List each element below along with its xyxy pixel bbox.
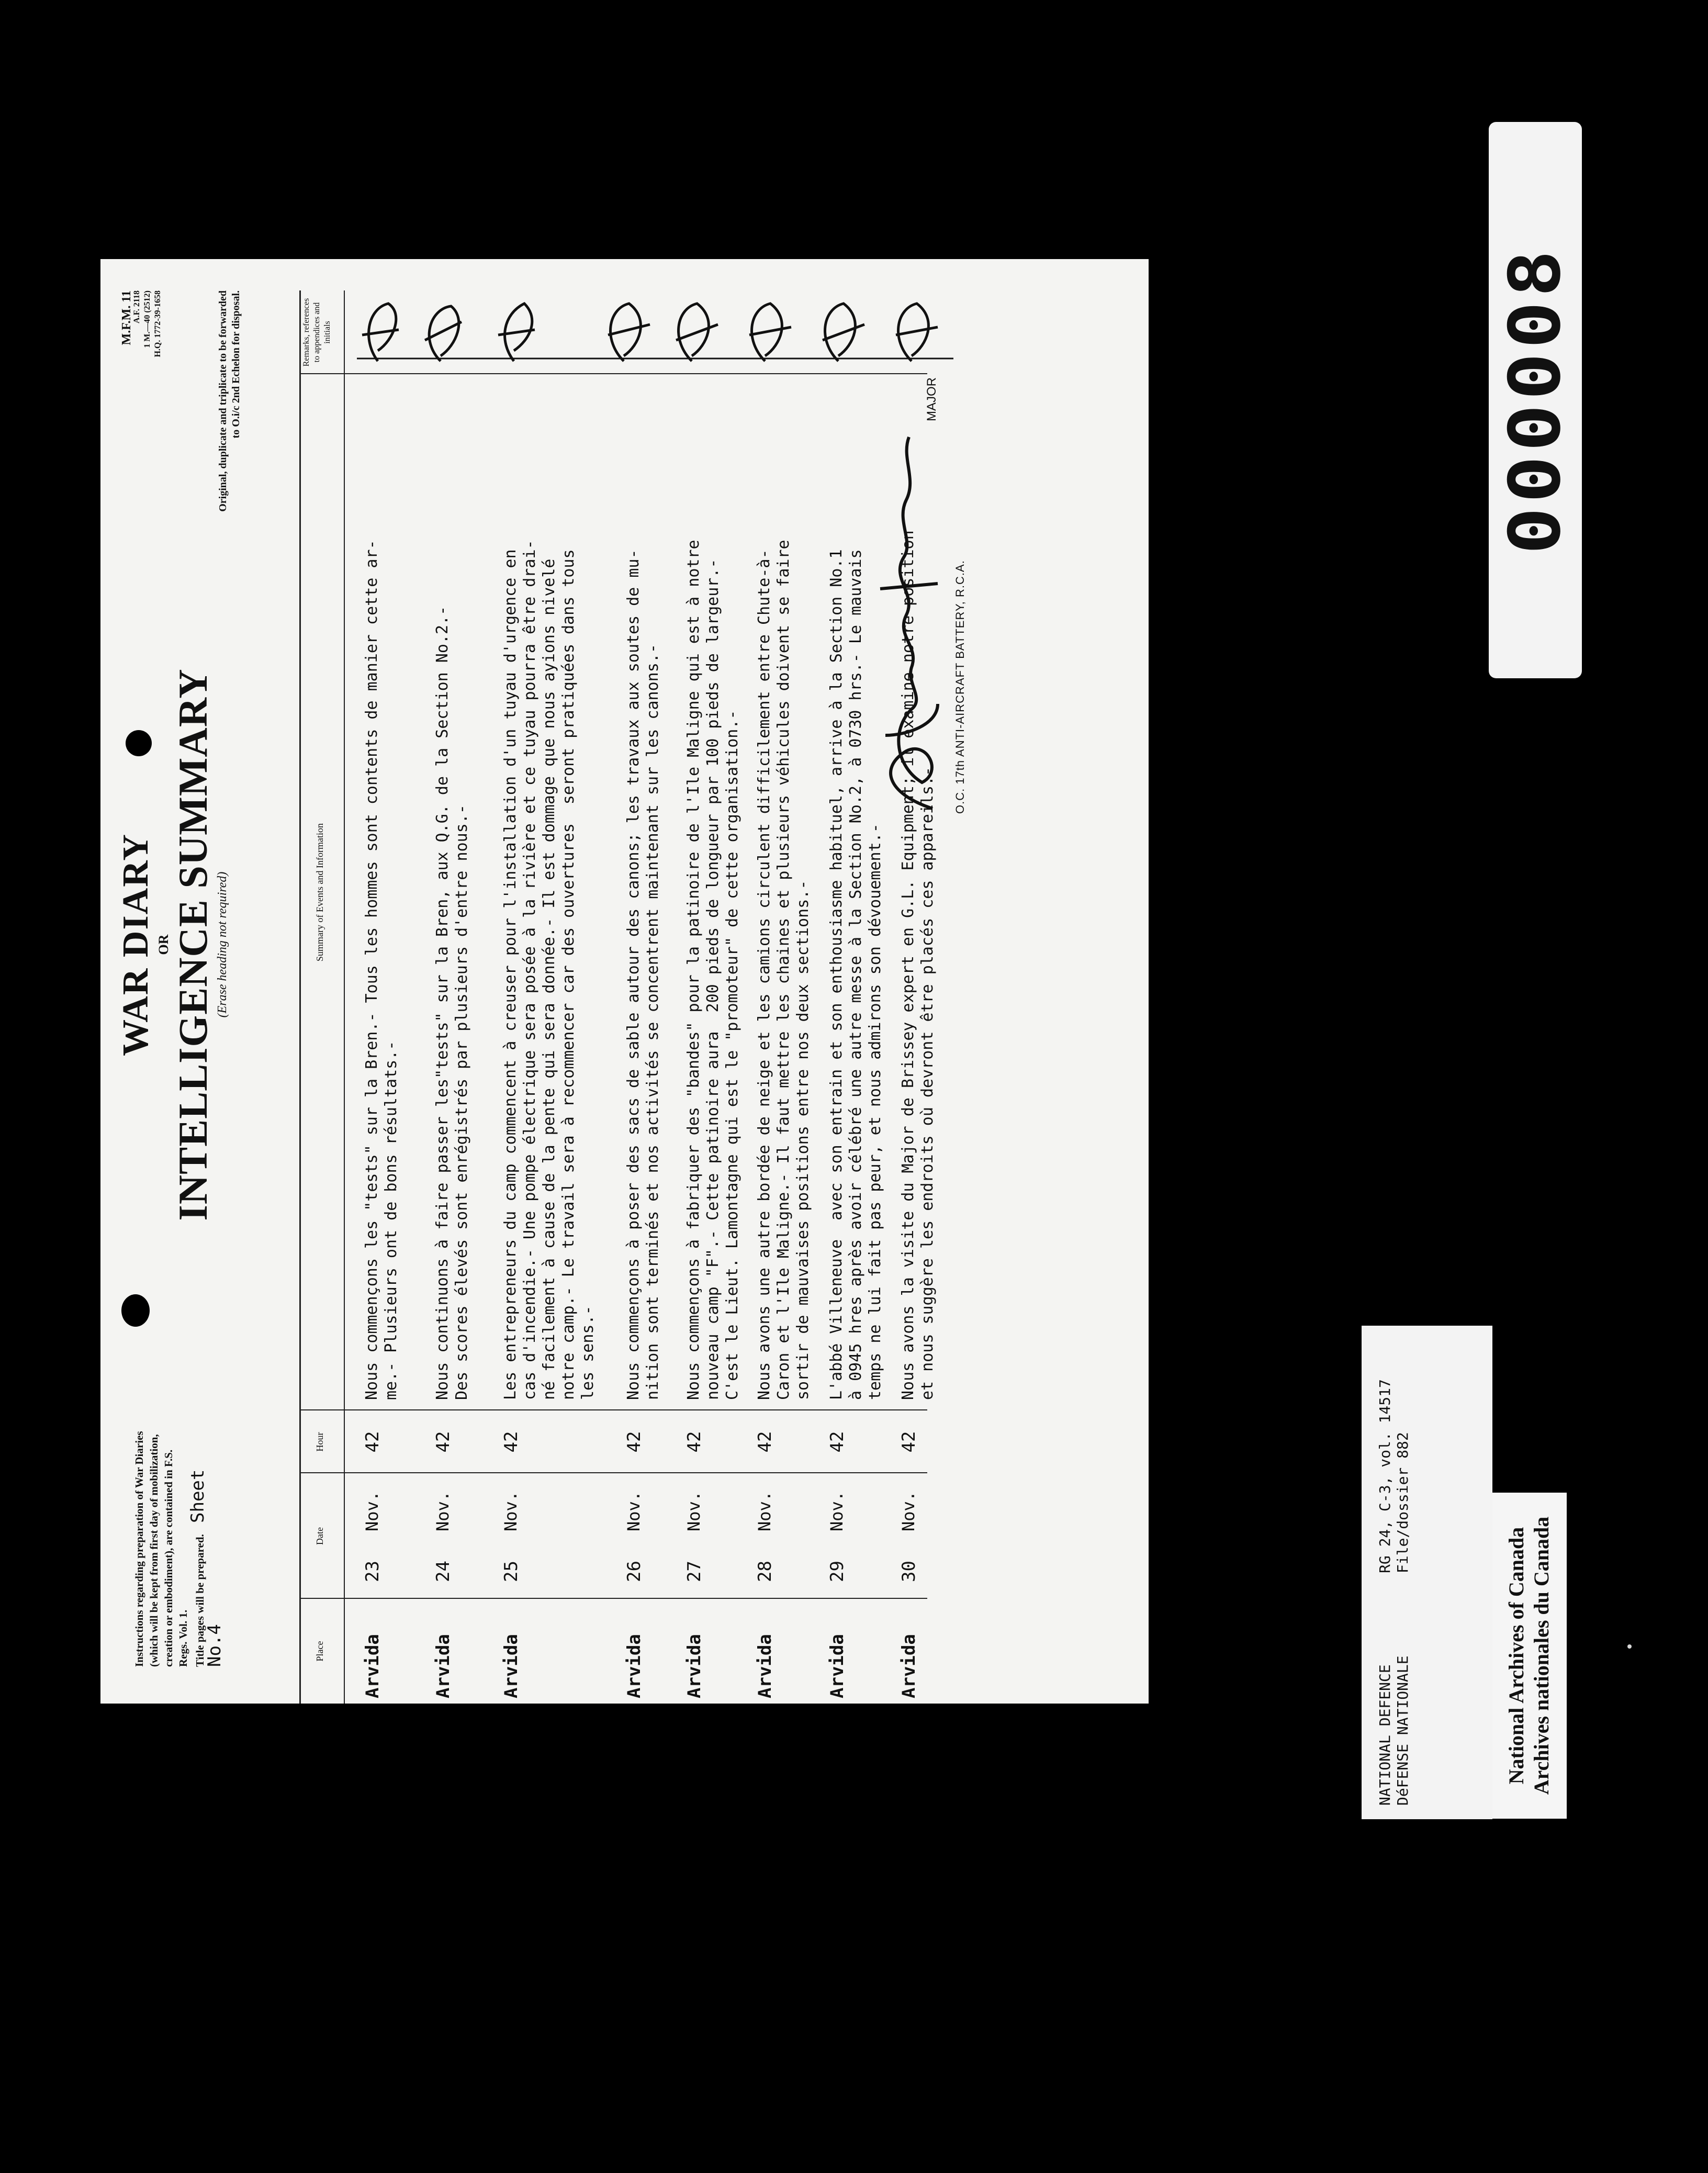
form-line-1: A.F. 2118 [132, 290, 141, 323]
entry-line: temps ne lui fait pas peur, et nous admirons son dévouement.- [866, 823, 884, 1400]
entry-line: Nous commençons à poser des sacs de sable autour des canons; les travaux aux soutes de mu- [624, 549, 643, 1400]
handwritten-signature [875, 416, 948, 814]
entry-day: 30 [898, 1561, 919, 1582]
entry-line: à 0945 hres après avoir célébré une autre messe à la Section No.2, à 0730 hrs.- Le mauvais [847, 549, 865, 1400]
reference-left [1376, 1655, 1412, 1806]
remarks-line-2: to appendices and [312, 302, 321, 363]
entry-line: Caron et l'Ile Maligne.- Il faut mettre les chaines et plusieurs véhicules doivent se faire [774, 540, 793, 1400]
entry-line: me.- Plusieurs ont de bons résultats.- [382, 1040, 400, 1400]
entry-line: Des scores élevés sont enrégistrés par plusieurs d'entre nous.- [453, 804, 471, 1400]
entry-place: Arvida [624, 1634, 645, 1698]
entry-text [755, 374, 813, 1400]
archives-label-rotated [1492, 1493, 1567, 1819]
film-speck [1627, 1644, 1632, 1649]
entry-place: Arvida [501, 1634, 522, 1698]
entry-month: Nov. [755, 1491, 774, 1532]
entry-place: Arvida [362, 1634, 383, 1698]
form-line-3: H.Q. 1772-39-1658 [153, 290, 162, 357]
reference-line-2: DéFENSE NATIONALE [1394, 1655, 1411, 1806]
archives-line-1: National Archives of Canada [1504, 1527, 1528, 1785]
title-intelligence-summary: INTELLIGENCE SUMMARY [170, 668, 216, 1221]
col-header-place: Place [314, 1641, 325, 1662]
entry-line: Nous avons une autre bordée de neige et les camions circulent difficilement entre Chute-à- [755, 549, 773, 1400]
signature-caption: O.C. 17th ANTI-AIRCRAFT BATTERY, R.C.A. [953, 560, 967, 814]
entry-line: les sens.- [579, 1305, 597, 1400]
reel-frame-number-box [1489, 122, 1582, 678]
instructions-text: Instructions regarding preparation of War Diaries (which will be kept from first day of mobilization, creation or embodiment), are contained in F.S. Regs. Vol. 1. [133, 1431, 189, 1667]
entry-place: Arvida [755, 1634, 776, 1698]
reference-label-rotated [1362, 1326, 1492, 1819]
disposal-note [217, 290, 243, 589]
entry-hour: 42 [501, 1431, 522, 1453]
entry-line: nouveau camp "F".- Cette patinoire aura 200 pieds de longueur par 100 pieds de largeur.- [704, 558, 722, 1400]
entry-place: Arvida [827, 1634, 848, 1698]
entry-line: cas d'incendie.- Une pompe électrique sera posée à la rivière et ce tuyau pourra être drai- [521, 540, 539, 1400]
archives-label [1492, 1493, 1567, 1819]
signature-rank: MAJOR [925, 377, 939, 421]
entry-hour: 42 [362, 1431, 383, 1453]
title-war-diary: WAR DIARY [116, 833, 156, 1056]
entry-text [362, 374, 401, 1400]
reel-frame-number: 000008 [1494, 245, 1577, 555]
entry-month: Nov. [433, 1491, 453, 1532]
entry-line: notre camp.- Le travail sera à recommencer car des ouvertures seront pratiquées dans tous [559, 549, 578, 1400]
form-line-2: 1 M.—40 (2512) [143, 290, 152, 348]
entry-hour: 42 [433, 1431, 454, 1453]
entry-place: Arvida [433, 1634, 454, 1698]
reference-line-3: RG 24, C-3, vol. 14517 [1376, 1379, 1394, 1573]
reference-line-1: NATIONAL DEFENCE [1376, 1664, 1394, 1806]
punch-hole-left [121, 1294, 150, 1327]
entry-line: Nous commençons à fabriquer des "bandes" pour la patinoire de l'Ile Maligne qui est à notre [684, 540, 703, 1400]
col-header-summary: Summary of Events and Information [314, 823, 325, 961]
form-reference [121, 290, 163, 516]
title-block [116, 604, 230, 1285]
entry-month: Nov. [624, 1491, 644, 1532]
remarks-line-3: initials [323, 321, 332, 344]
form-code: M.F.M. 11 [120, 290, 133, 345]
entry-line: C'est le Lieut. Lamontagne qui est le "promoteur" de cette organisation.- [723, 710, 741, 1400]
entry-hour: 42 [827, 1431, 848, 1453]
reference-line-4: File/dossier 882 [1394, 1432, 1411, 1573]
entry-month: Nov. [827, 1491, 847, 1532]
title-pages-note: Title pages will be prepared. [194, 1534, 206, 1667]
entry-place: Arvida [898, 1634, 919, 1698]
entry-day: 27 [684, 1561, 705, 1582]
col-header-remarks [301, 290, 333, 374]
entry-hour: 42 [755, 1431, 776, 1453]
war-diary-sheet [100, 259, 1149, 1704]
entry-day: 24 [433, 1561, 454, 1582]
entry-line: nition sont terminés et nos activités se concentrent maintenant sur les canons.- [644, 644, 662, 1400]
entry-hour: 42 [624, 1431, 645, 1453]
war-diary-page-rotated [100, 259, 1149, 1704]
instructions-block [132, 1426, 224, 1667]
archives-line-2: Archives nationales du Canada [1530, 1516, 1553, 1795]
erase-note: (Erase heading not required) [216, 871, 229, 1018]
entry-line: Nous continuons à faire passer les"tests" sur la Bren, aux Q.G. de la Section No.2.- [433, 606, 452, 1400]
disposal-line-1: Original, duplicate and triplicate to be forwarded [217, 290, 229, 512]
reference-label [1362, 1326, 1492, 1819]
reel-frame-number-rotated [1489, 122, 1582, 678]
entry-line: né facilement à cause de la pente qui sera donnée.- Il est dommage que nous ayions nivelé [540, 558, 558, 1400]
entry-month: Nov. [501, 1491, 521, 1532]
entry-line: L'abbé Villeneuve avec son entrain et son enthousiasme habituel, arrive à la Section No.1 [827, 549, 846, 1400]
entry-day: 26 [624, 1561, 645, 1582]
title-or: OR [156, 934, 171, 955]
entry-line: sortir de mauvaises positions entre nos deux sections.- [794, 880, 812, 1400]
table-top-rule [299, 290, 301, 1704]
remarks-initials-scribbles [357, 290, 964, 372]
remarks-line-1: Remarks, references [302, 298, 311, 367]
entry-line: Les entrepreneurs du camp commencent à creuser pour l'installation d'un tuyau d'urgence en [501, 549, 520, 1400]
reference-right [1376, 1379, 1412, 1573]
entry-day: 23 [362, 1561, 383, 1582]
entry-text [624, 374, 662, 1400]
col-header-hour: Hour [314, 1432, 325, 1452]
entry-hour: 42 [898, 1431, 919, 1453]
entry-hour: 42 [684, 1431, 705, 1453]
entry-month: Nov. [684, 1491, 704, 1532]
col-header-date: Date [314, 1527, 325, 1545]
entry-month: Nov. [362, 1491, 382, 1532]
entry-line: Nous avons la visite du Major de Brissey expert en G.L. Equipment; il examine notre position [899, 530, 917, 1400]
entry-day: 28 [755, 1561, 776, 1582]
entry-text [501, 374, 598, 1400]
entry-day: 29 [827, 1561, 848, 1582]
entry-month: Nov. [898, 1491, 918, 1532]
entry-day: 25 [501, 1561, 522, 1582]
table-header-rule [344, 290, 345, 1704]
entry-text [433, 374, 471, 1400]
entry-line: et nous suggère les endroits où devront être placés ces appareils.- [918, 766, 937, 1400]
entry-text [684, 374, 742, 1400]
signature-block [875, 343, 1001, 814]
sheet-number: Sheet No.4 [187, 1469, 225, 1667]
entry-place: Arvida [684, 1634, 705, 1698]
entry-line: Nous commençons les "tests" sur la Bren.- Tous les hommes sont contents de manier cette ar- [363, 540, 381, 1400]
disposal-line-2: to O.i/c 2nd Echelon for disposal. [230, 290, 242, 439]
